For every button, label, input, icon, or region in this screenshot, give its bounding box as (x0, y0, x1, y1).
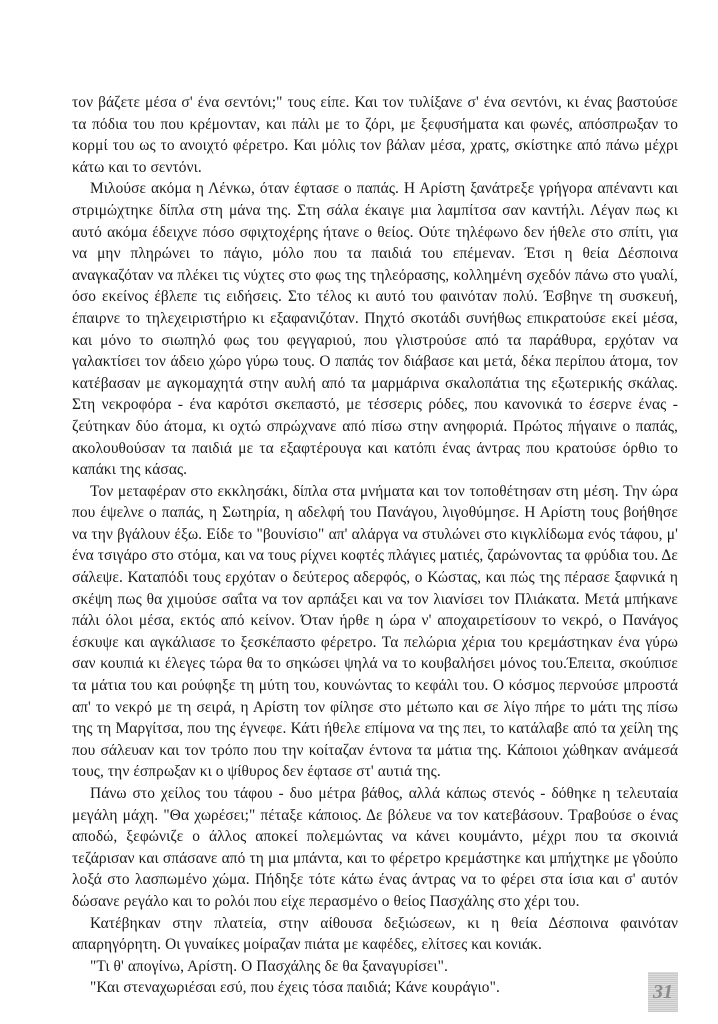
paragraph: τον βάζετε μέσα σ' ένα σεντόνι;" τους είπε. Και τον τυλίξανε σ' ένα σεντόνι, κι ένας βαστούσε τα πόδια του που κρέμονταν, και πάλι με το ζόρι, με ξεφυσήματα και φωνές, απόσπρωξαν το κορμί του ως το ανοιχτό φέρετρο. Και μόλις τον βάλαν μέσα, χρατς, σκίστηκε από πάνω μέχρι κάτω και το σεντόνι. (72, 94, 678, 176)
page-number-tab (648, 972, 678, 1012)
paragraph: Πάνω στο χείλος του τάφου - δυο μέτρα βάθος, αλλά κάπως στενός - δόθηκε η τελευταία μεγάλη μάχη. "Θα χωρέσει;" πέταξε κάποιος. Δε βόλευε να τον κατεβάσουν. Τραβούσε ο ένας αποδώ, ξεφώνιζε ο άλλος αποκεί πολεμώντας να κάνει κουμάντο, μέχρι που τα σκοινιά τεζάρισαν και σπάσανε από τη μια μπάντα, και το φέρετρο κρεμάστηκε και μπήχτηκε με γδούπο λοξά στο λασπωμένο χώμα. Πήδηξε τότε κάτω ένας άντρας να το φέρει στα ίσια και σ' αυτόν δώσανε ρεγάλο και το ρολόι που είχε περασμένο ο θείος Πασχάλης στο χέρι του. (72, 785, 678, 910)
paragraph: Μιλούσε ακόμα η Λένκω, όταν έφτασε ο παπάς. Η Αρίστη ξανάτρεξε γρήγορα απέναντι και στριμώχτηκε δίπλα στη μάνα της. Στη σάλα έκαιγε μια λαμπίτσα σαν καντήλι. Λέγαν πως κι αυτό ακόμα έδειχνε πόσο σφιχτοχέρης ήτανε ο θείος. Ούτε τηλέφωνο δεν ήθελε στο σπίτι, για να μην πληρώνει το πάγιο, μόλο που τα παιδιά του επέμεναν. Έτσι η θεία Δέσποινα αναγκαζόταν να πλέκει τις νύχτες στο φως της τηλεόρασης, κολλημένη σχεδόν πάνω στο γυαλί, όσο εκείνος έβλεπε τις ειδήσεις. Στο τέλος κι αυτό του φαινόταν πολύ. Έσβηνε τη συσκευή, έπαιρνε το τηλεχειριστήριο κι εξαφανιζόταν. Πηχτό σκοτάδι συνήθως επικρατούσε εκεί μέσα, και μόνο το σιωπηλό φως του φεγγαριού, που γλιστρούσε από τα παράθυρα, ερχόταν να γαλακτίσει τον άδειο χώρο γύρω τους. Ο παπάς τον διάβασε και μετά, δέκα περίπου άτομα, τον κατέβασαν με αγκομαχητά στην αυλή από τα μαρμάρινα σκαλοπάτια της εξωτερικής σκάλας. Στη νεκροφόρα - ένα καρότσι σκεπαστό, με τέσσερις ρόδες, που κανονικά το έσερνε ένας - ζεύτηκαν δύο άτομα, κι οχτώ σπρώχνανε από πίσω στην ανηφοριά. Πρώτος πήγαινε ο παπάς, ακολουθούσαν τα παιδιά με τα εξαφτέρουγα και κατόπι ένας άντρας που κρατούσε όρθιο το καπάκι της κάσας. (72, 180, 678, 479)
page-number: 31 (653, 980, 673, 1003)
paragraph: Τον μεταφέραν στο εκκλησάκι, δίπλα στα μνήματα και τον τοποθέτησαν στη μέση. Την ώρα που έψελνε ο παπάς, η Σωτηρία, η αδελφή του Πανάγου, λιγοθύμησε. Η Αρίστη τους βοήθησε να την βγάλουν έξω. Είδε το "βουνίσιο" απ' αλάργα να στυλώνει στο κιγκλίδωμα ενός τάφου, μ' ένα τσιγάρο στο στόμα, και να τους ρίχνει κοφτές πλάγιες ματιές, ζαρώνοντας τα φρύδια του. Δε σάλεψε. Καταπόδι τους ερχόταν ο δεύτερος αδερφός, ο Κώστας, και πώς της πέρασε ξαφνικά η σκέψη πως θα χιμούσε σαΐτα να τον αρπάξει και να τον λιανίσει τον Πλιάκατα. Μετά μπήκανε πάλι όλοι μέσα, εκτός από κείνον. Όταν ήρθε η ώρα ν' αποχαιρετίσουν το νεκρό, ο Πανάγος έσκυψε και αγκάλιασε το ξεσκέπαστο φέρετρο. Τα πελώρια χέρια του κρεμάστηκαν ένα γύρω σαν κουπιά κι έλεγες τώρα θα το σηκώσει ψηλά να το κουβαλήσει μόνος του.Έπειτα, σκούπισε τα μάτια του και ρούφηξε τη μύτη του, κουνώντας το κεφάλι του. Ο κόσμος περνούσε μπροστά απ' το νεκρό με τη σειρά, η Αρίστη τον φίλησε στο μέτωπο και σε λίγο πήρε το μάτι της πίσω της τη Μαργίτσα, που της έγνεφε. Κάτι ήθελε επίμονα να της πει, το κατάλαβε από τα χείλη της που σάλευαν και τον τρόπο που την κοίταζαν έντονα τα μάτια της. Κάποιοι χώθηκαν ανάμεσά τους, την έσπρωξαν κι ο ψίθυρος δεν έφτασε στ' αυτιά της. (72, 482, 678, 781)
paragraph: Κατέβηκαν στην πλατεία, στην αίθουσα δεξιώσεων, κι η θεία Δέσποινα φαινόταν απαρηγόρητη. Οι γυναίκες μοίραζαν πιάτα με καφέδες, ελίτσες και κονιάκ. (72, 914, 678, 954)
paragraph: "Και στεναχωριέσαι εσύ, που έχεις τόσα παιδιά; Κάνε κουράγιο". (90, 979, 500, 997)
paragraph: "Τι θ' απογίνω, Αρίστη. Ο Πασχάλης δε θα ξαναγυρίσει". (90, 957, 448, 975)
body-text (72, 92, 678, 999)
